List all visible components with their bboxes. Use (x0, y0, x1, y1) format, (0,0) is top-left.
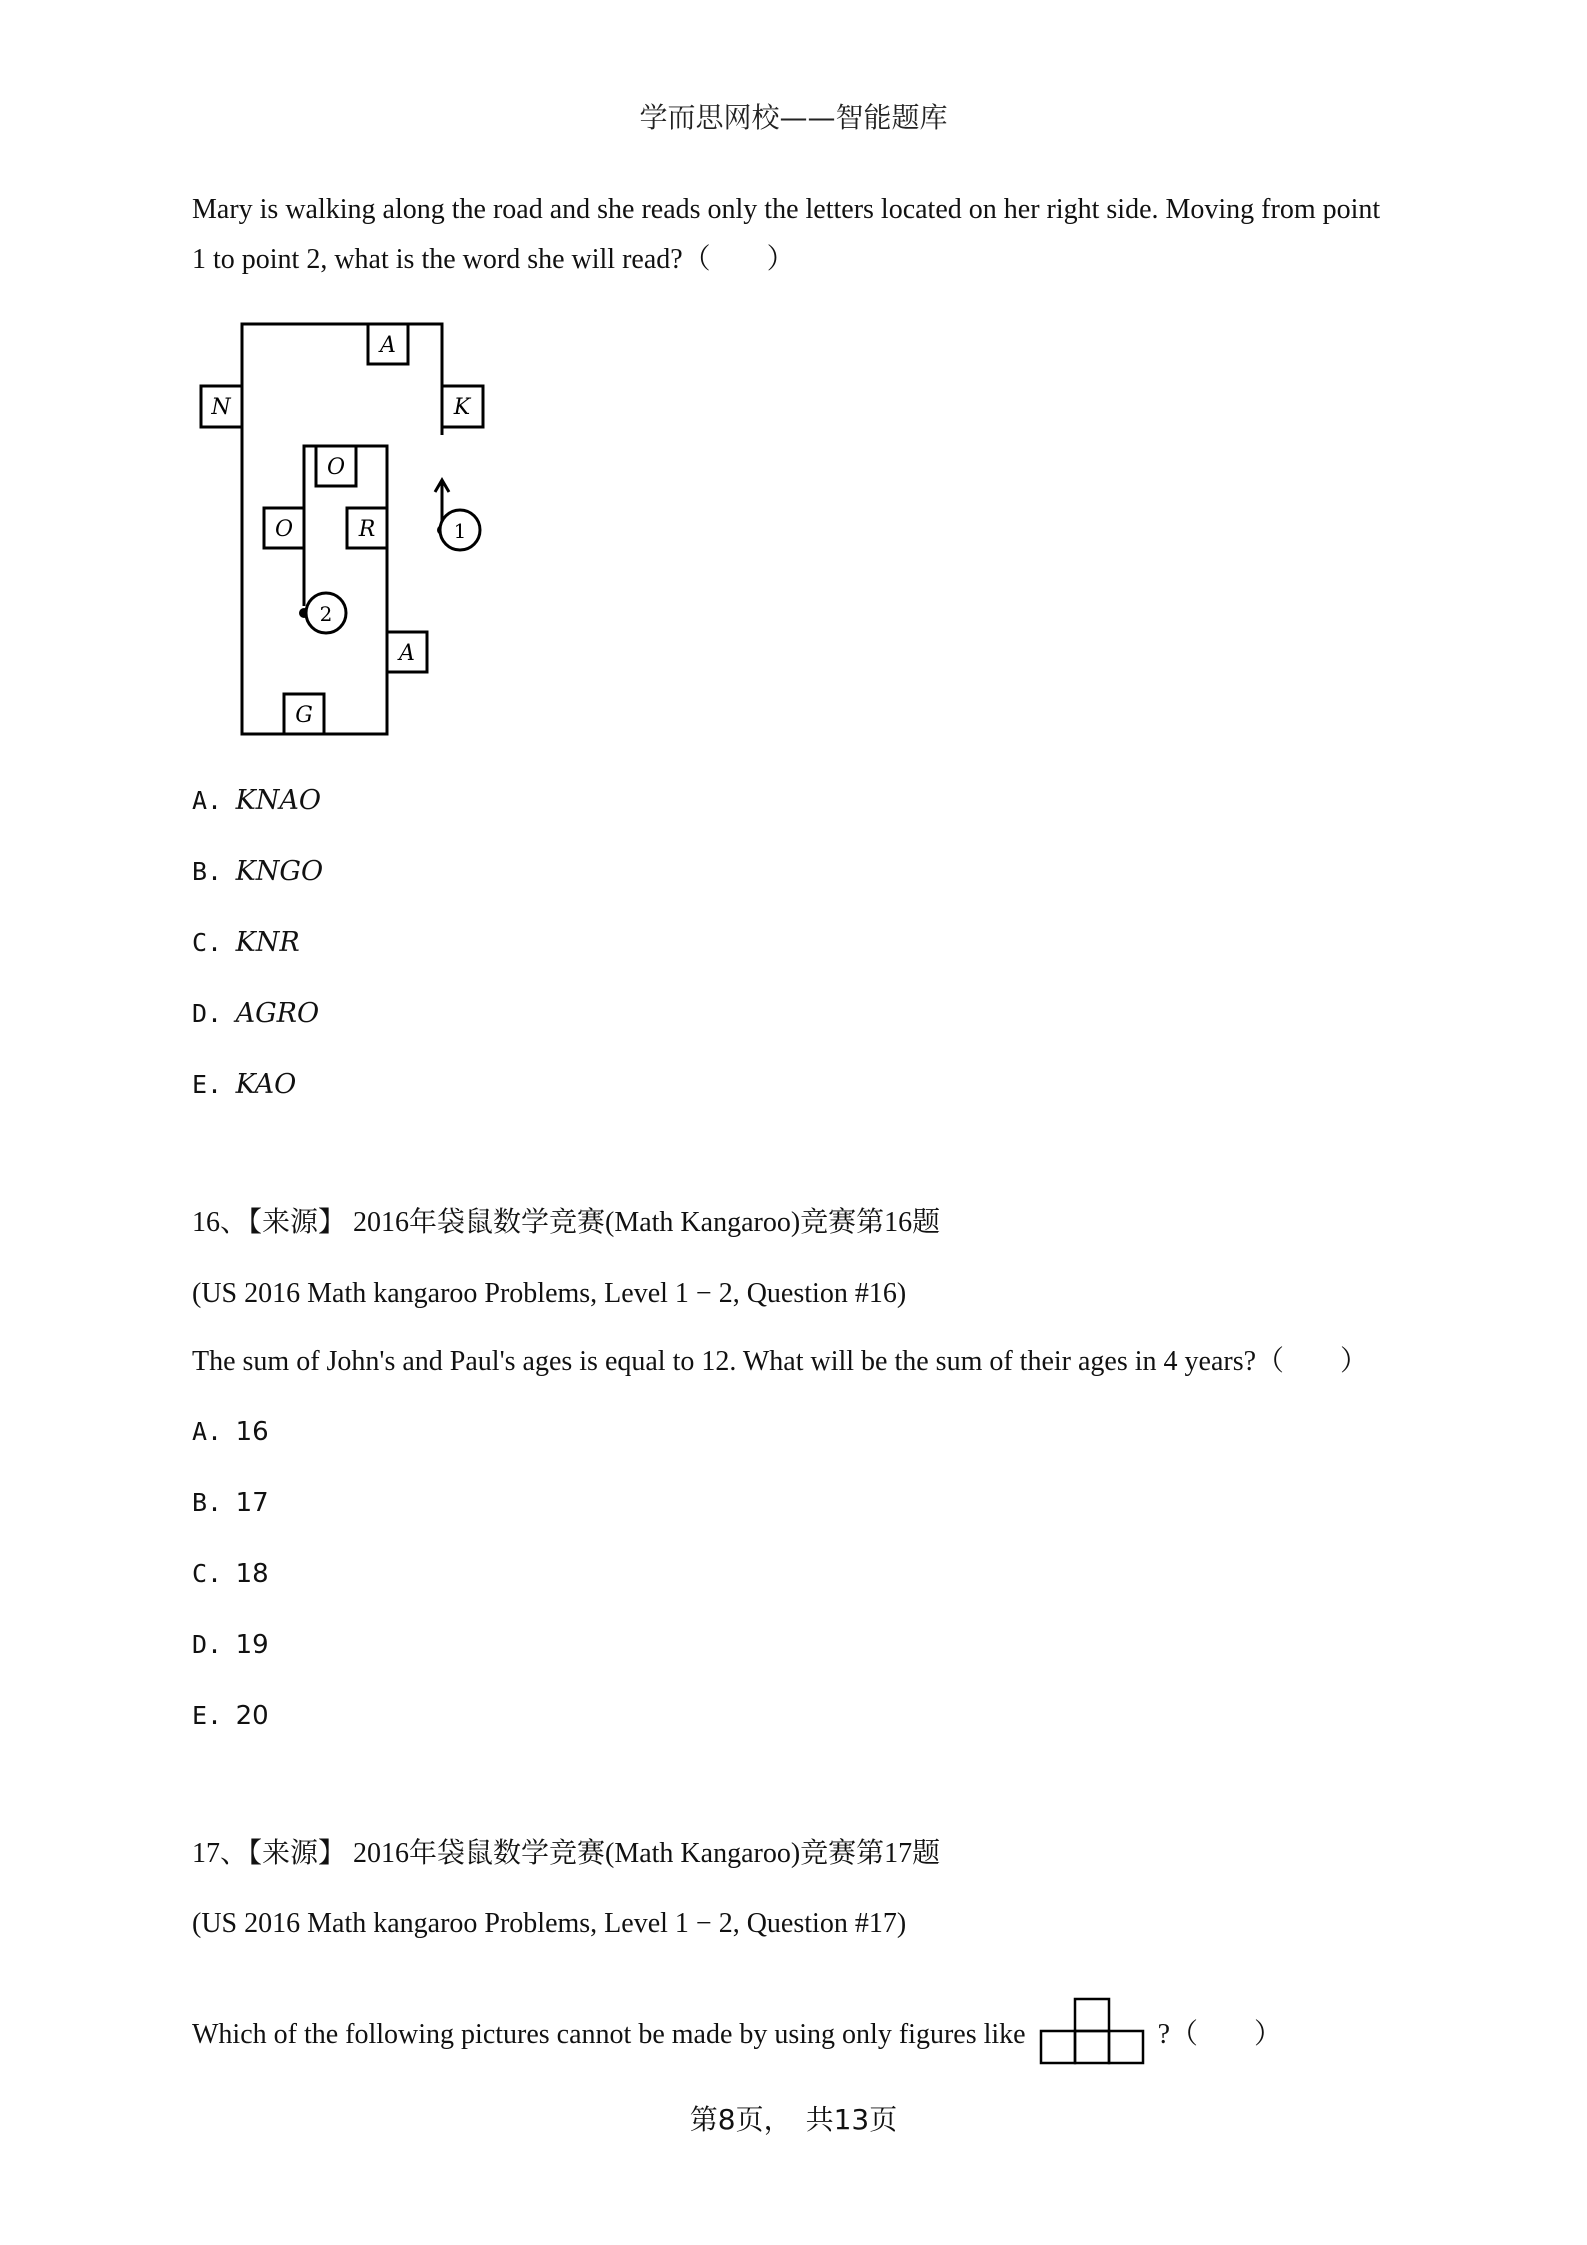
road-inner-block (304, 446, 387, 734)
q15-option-a[interactable] (192, 785, 321, 816)
q16-option-c[interactable] (192, 1558, 269, 1589)
option-value: KNGO (235, 856, 324, 887)
point-2-label: 2 (319, 602, 333, 626)
option-value: 20 (235, 1701, 269, 1731)
letter-N: N (211, 395, 231, 420)
option-label: E. (192, 1070, 223, 1099)
option-label: B. (192, 1488, 223, 1517)
option-value: 17 (235, 1488, 269, 1518)
q16-option-d[interactable] (192, 1629, 269, 1660)
q16-source: 16、【来源】 2016年袋鼠数学竞赛(Math Kangaroo)竞赛第16题 (192, 1207, 941, 1238)
q17-source: 17、【来源】 2016年袋鼠数学竞赛(Math Kangaroo)竞赛第17题 (192, 1838, 941, 1869)
q15-option-d[interactable] (192, 998, 319, 1029)
t-tetromino-figure (1039, 1997, 1145, 2065)
letter-O-left: O (274, 517, 294, 542)
letter-A-right: A (399, 641, 415, 666)
letter-G: G (295, 703, 313, 728)
page-footer: 第8页， 共13页 (689, 2103, 898, 2136)
option-label: C. (192, 928, 223, 957)
q15-road-diagram (196, 320, 486, 740)
q17-reference: (US 2016 Math kangaroo Problems, Level 1 − 2, Question #17) (192, 1908, 907, 1939)
letter-R: R (358, 517, 376, 542)
q16-reference: (US 2016 Math kangaroo Problems, Level 1 − 2, Question #16) (192, 1278, 907, 1309)
option-value: 19 (235, 1630, 269, 1660)
q15-text-line1: Mary is walking along the road and she reads only the letters located on her right side. Moving from point (192, 194, 1381, 225)
page-header: 学而思网校——智能题库 (639, 101, 948, 134)
option-label: E. (192, 1701, 223, 1730)
letter-A-top: A (380, 333, 396, 358)
q16-option-b[interactable] (192, 1487, 269, 1518)
option-value: AGRO (235, 998, 320, 1029)
option-label: C. (192, 1559, 223, 1588)
option-value: KNAO (235, 785, 322, 816)
option-label: A. (192, 1417, 223, 1446)
q17-text-before: Which of the following pictures cannot be made by using only figures like (192, 2019, 1026, 2050)
letter-K: K (453, 395, 471, 420)
q16-question-text: The sum of John's and Paul's ages is equal to 12. What will be the sum of their ages in 4 years?（ ） (192, 1346, 1369, 1377)
option-value: 18 (235, 1559, 269, 1589)
option-value: 16 (235, 1417, 269, 1447)
q17-question-text (192, 1997, 1282, 2065)
option-label: A. (192, 786, 223, 815)
option-label: B. (192, 857, 223, 886)
option-label: D. (192, 1630, 223, 1659)
q15-text-line2: 1 to point 2, what is the word she will read?（ ） (192, 244, 795, 275)
q17-text-after: ?（ ） (1157, 2019, 1283, 2050)
option-label: D. (192, 999, 223, 1028)
q15-option-e[interactable] (192, 1069, 296, 1100)
letter-O-inner: O (326, 455, 346, 480)
option-value: KAO (235, 1069, 297, 1100)
q15-option-b[interactable] (192, 856, 323, 887)
q16-option-a[interactable] (192, 1416, 269, 1447)
option-value: KNR (235, 927, 300, 958)
point-1-label: 1 (453, 519, 467, 543)
q16-option-e[interactable] (192, 1700, 269, 1731)
q15-option-c[interactable] (192, 927, 300, 958)
